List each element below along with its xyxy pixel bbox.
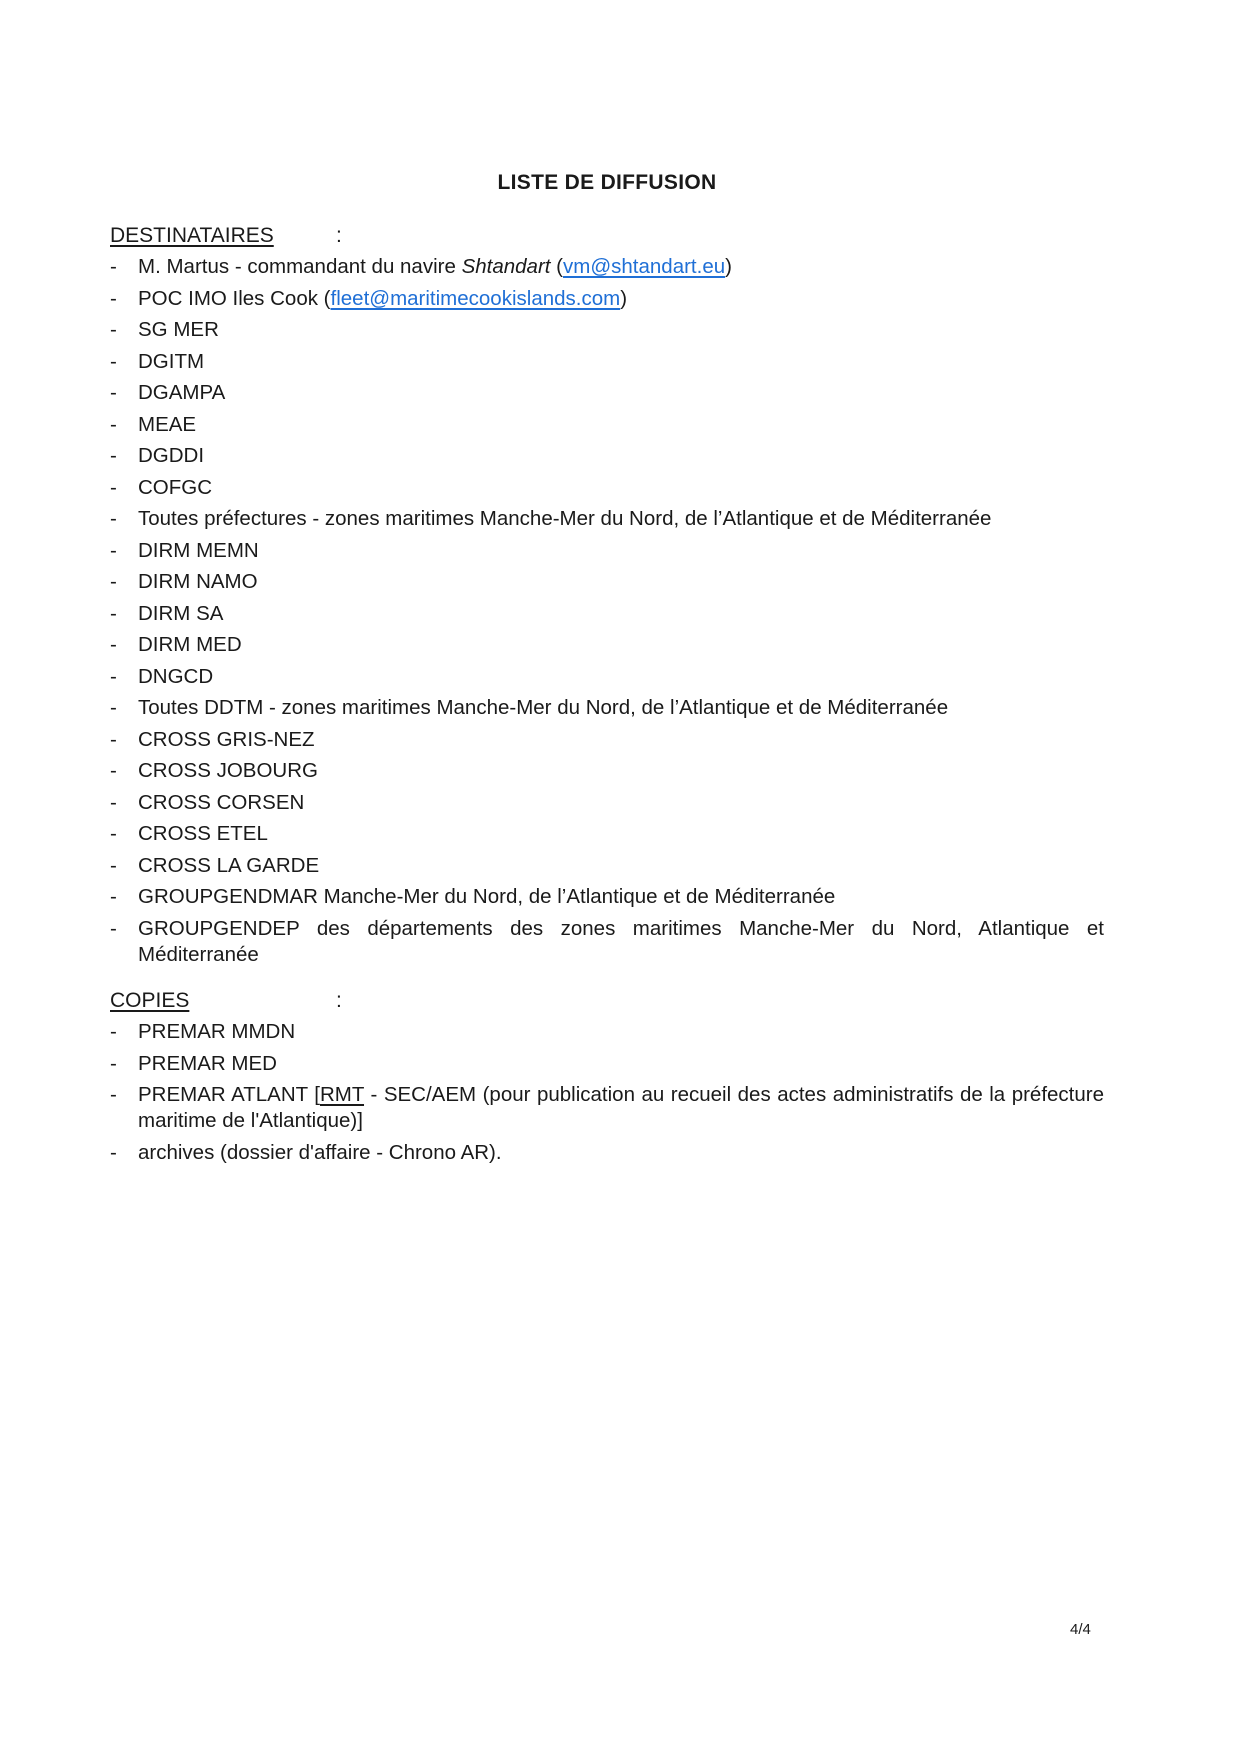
bullet-dash: - [110, 475, 117, 499]
bullet-dash: - [110, 727, 117, 751]
list-item [110, 377, 1104, 409]
bullet-dash: - [110, 1083, 117, 1106]
list-item [110, 440, 1104, 472]
copy-text: PREMAR MMDN [138, 1020, 296, 1043]
bullet-dash: - [110, 853, 117, 877]
recipient-text: MEAE [138, 412, 197, 436]
recipient-text: DIRM SA [138, 601, 224, 625]
copy-text: PREMAR ATLANT [ [138, 1083, 320, 1106]
bullet-dash: - [110, 601, 117, 625]
recipient-text: DIRM MED [138, 633, 242, 656]
bullet-dash: - [110, 916, 117, 940]
page-number: 4/4 [1070, 1621, 1091, 1638]
recipient-text: CROSS ETEL [138, 822, 268, 845]
list-item [110, 1079, 1104, 1137]
list-item [110, 503, 1104, 535]
list-item [110, 1048, 1104, 1080]
recipient-text: DGDDI [138, 444, 205, 467]
recipient-text: DIRM NAMO [138, 570, 258, 593]
bullet-dash: - [110, 633, 117, 656]
recipients-heading-label: DESTINATAIRES [110, 224, 274, 247]
bullet-dash: - [110, 255, 117, 278]
recipient-text: CROSS JOBOURG [138, 759, 318, 782]
paren-close: ) [620, 286, 628, 310]
list-item [110, 472, 1104, 504]
recipient-text: COFGC [138, 475, 213, 499]
bullet-dash: - [110, 412, 117, 436]
email-link[interactable]: vm@shtandart.eu [563, 255, 726, 278]
recipient-text: DGITM [138, 349, 205, 373]
list-item [110, 251, 1104, 283]
bullet-dash: - [110, 759, 117, 782]
bullet-dash: - [110, 822, 117, 845]
copies-section [110, 985, 1104, 1169]
copies-heading [110, 985, 1104, 1016]
list-item [110, 629, 1104, 661]
recipient-text: CROSS LA GARDE [138, 853, 320, 877]
document-title: LISTE DE DIFFUSION [497, 171, 717, 194]
bullet-dash: - [110, 538, 117, 562]
recipient-text: M. Martus - commandant du navire [138, 255, 462, 278]
recipient-text: GROUPGENDEP des départements des zones maritimes Manche-Mer du Nord, Atlantique et Méditerranée [138, 916, 1104, 966]
email-link[interactable]: fleet@maritimecookislands.com [330, 286, 621, 310]
copies-list [110, 1016, 1104, 1169]
bullet-dash: - [110, 1141, 117, 1164]
copy-text: - SEC/AEM (pour publication au recueil des actes administratifs de la préfecture maritime de l'Atlantique)] [138, 1083, 1104, 1132]
recipient-text: GROUPGENDMAR Manche-Mer du Nord, de l’Atlantique et de Méditerranée [138, 885, 836, 908]
recipient-text: POC IMO Iles Cook ( [138, 286, 331, 310]
recipients-section [110, 220, 1104, 971]
recipient-text: CROSS CORSEN [138, 790, 305, 814]
recipients-list [110, 251, 1104, 971]
list-item [110, 1137, 1104, 1169]
bullet-dash: - [110, 318, 117, 341]
copies-heading-label: COPIES [110, 989, 190, 1012]
list-item [110, 692, 1104, 724]
bullet-dash: - [110, 349, 117, 373]
recipient-text: Toutes DDTM - zones maritimes Manche-Mer du Nord, de l’Atlantique et de Méditerranée [138, 696, 949, 719]
copy-text: PREMAR MED [138, 1051, 277, 1075]
list-item [110, 850, 1104, 882]
bullet-dash: - [110, 664, 117, 688]
copies-heading-colon: : [336, 989, 342, 1012]
list-item [110, 314, 1104, 346]
bullet-dash: - [110, 444, 117, 467]
paren-close: ) [725, 255, 732, 278]
bullet-dash: - [110, 1051, 117, 1075]
list-item [110, 409, 1104, 441]
list-item [110, 913, 1104, 971]
copy-text: archives (dossier d'affaire - Chrono AR). [138, 1141, 502, 1164]
recipient-text: Toutes préfectures - zones maritimes Manche-Mer du Nord, de l’Atlantique et de Méditerranée [138, 507, 992, 530]
list-item [110, 566, 1104, 598]
list-item [110, 661, 1104, 693]
recipient-text: SG MER [138, 318, 219, 341]
bullet-dash: - [110, 885, 117, 908]
bullet-dash: - [110, 286, 117, 310]
bullet-dash: - [110, 696, 117, 719]
copy-text-underlined: RMT [319, 1083, 365, 1106]
list-item [110, 818, 1104, 850]
bullet-dash: - [110, 1020, 117, 1043]
recipient-text: DIRM MEMN [138, 538, 259, 562]
list-item [110, 724, 1104, 756]
list-item [110, 346, 1104, 378]
list-item [110, 283, 1104, 315]
ship-name: Shtandart [461, 255, 551, 278]
bullet-dash: - [110, 381, 117, 404]
recipient-text: CROSS GRIS-NEZ [138, 727, 315, 751]
recipients-heading [110, 220, 1104, 251]
recipient-text: DNGCD [138, 664, 214, 688]
list-item [110, 787, 1104, 819]
bullet-dash: - [110, 790, 117, 814]
list-item [110, 598, 1104, 630]
recipients-heading-colon: : [336, 224, 342, 247]
paren-open: ( [550, 255, 564, 278]
list-item [110, 755, 1104, 787]
bullet-dash: - [110, 507, 117, 530]
recipient-text: DGAMPA [138, 381, 226, 404]
list-item [110, 1016, 1104, 1048]
list-item [110, 881, 1104, 913]
list-item [110, 535, 1104, 567]
bullet-dash: - [110, 570, 117, 593]
